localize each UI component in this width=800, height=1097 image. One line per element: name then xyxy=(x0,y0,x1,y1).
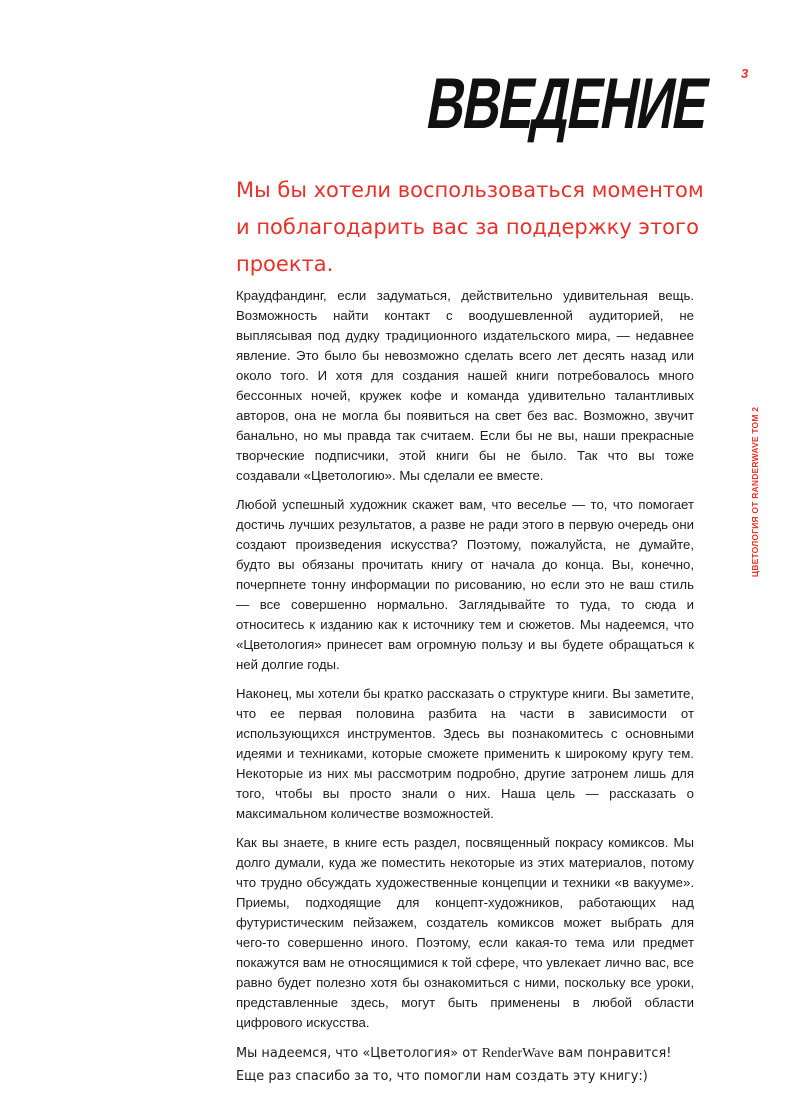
paragraph-comics: Как вы знаете, в книге есть раздел, посвященный покрасу комиксов. Мы долго думали, куда же поместить некоторые из этих материалов, потому что трудно обсуждать художественные концепции и техники «в вакууме». Приемы, подходящие для концепт-художников, работающих над футуристическим пейзажем, создатель комиксов может выбрать для чего-то совершенно иного. Поэтому, если какая-то тема или предмет покажутся вам не относящимися к той сфере, что увлекает лично вас, все равно будет полезно хотя бы ознакомиться с ними, поскольку все уроки, представленные здесь, могут быть применены в любой области цифрового искусства. xyxy=(236,835,694,1030)
lead-paragraph: Мы бы хотели воспользоваться моментом и поблагодарить вас за поддержку этого проекта. xyxy=(236,178,704,276)
page-title: ВВЕДЕНИЕ xyxy=(421,64,715,144)
paragraph-crowdfunding: Краудфандинг, если задуматься, действительно удивительная вещь. Возможность найти контакт с воодушевленной аудиторией, не выплясывая под дудку традиционного издательского мира, — недавнее явление. Это было бы невозможно сделать всего лет десять назад или около того. И хотя для создания нашей книги потребовалось много бессонных ночей, кружек кофе и команда удивительно талантливых авторов, она не могла бы появиться на свет без вас. Возможно, звучит банально, но мы правда так считаем. Если бы не вы, наши прекрасные творческие подписчики, этой книги бы не было. Так что вы тоже создавали «Цветологию». Мы сделали ее вместе. xyxy=(236,288,694,483)
side-running-head xyxy=(748,402,762,582)
side-running-head-text: ЦВЕТОЛОГИЯ ОТ RANDERWAVE ТОМ 2 xyxy=(750,406,760,578)
body-text xyxy=(236,286,694,1097)
page-number: 3 xyxy=(741,66,749,81)
page-title-wrap xyxy=(313,64,714,144)
closing-brand: RenderWave xyxy=(481,1046,554,1061)
closing-after: вам понравится! Еще раз спасибо за то, что помогли нам создать эту книгу:) xyxy=(236,1046,672,1084)
paragraph-structure: Наконец, мы хотели бы кратко рассказать о структуре книги. Вы заметите, что ее первая половина разбита на части в зависимости от использующихся инструментов. Здесь вы познакомитесь с основными идеями и техниками, которые сможете применить к широкому кругу тем. Некоторые из них мы рассмотрим подробно, другие затронем лишь для того, чтобы вы просто знали о них. Наша цель — рассказать о максимальном количестве возможностей. xyxy=(236,686,694,821)
paragraph-fun: Любой успешный художник скажет вам, что веселье — то, что помогает достичь лучших результатов, а разве не ради этого в первую очередь они создают произведения искусства? Поэтому, пожалуйста, не думайте, будто вы обязаны прочитать книгу от начала до конца. Вы, конечно, почерпнете тонну информации по рисованию, но если это не ваш стиль — все совершенно нормально. Заглядывайте то туда, то сюда и относитесь к изданию как к источнику тем и сюжетов. Мы надеемся, что «Цветология» принесет вам огромную пользу и вы будете обращаться к ней долгие годы. xyxy=(236,497,694,672)
paragraph-closing xyxy=(236,1042,694,1088)
closing-before: Мы надеемся, что «Цветология» от xyxy=(236,1046,482,1061)
